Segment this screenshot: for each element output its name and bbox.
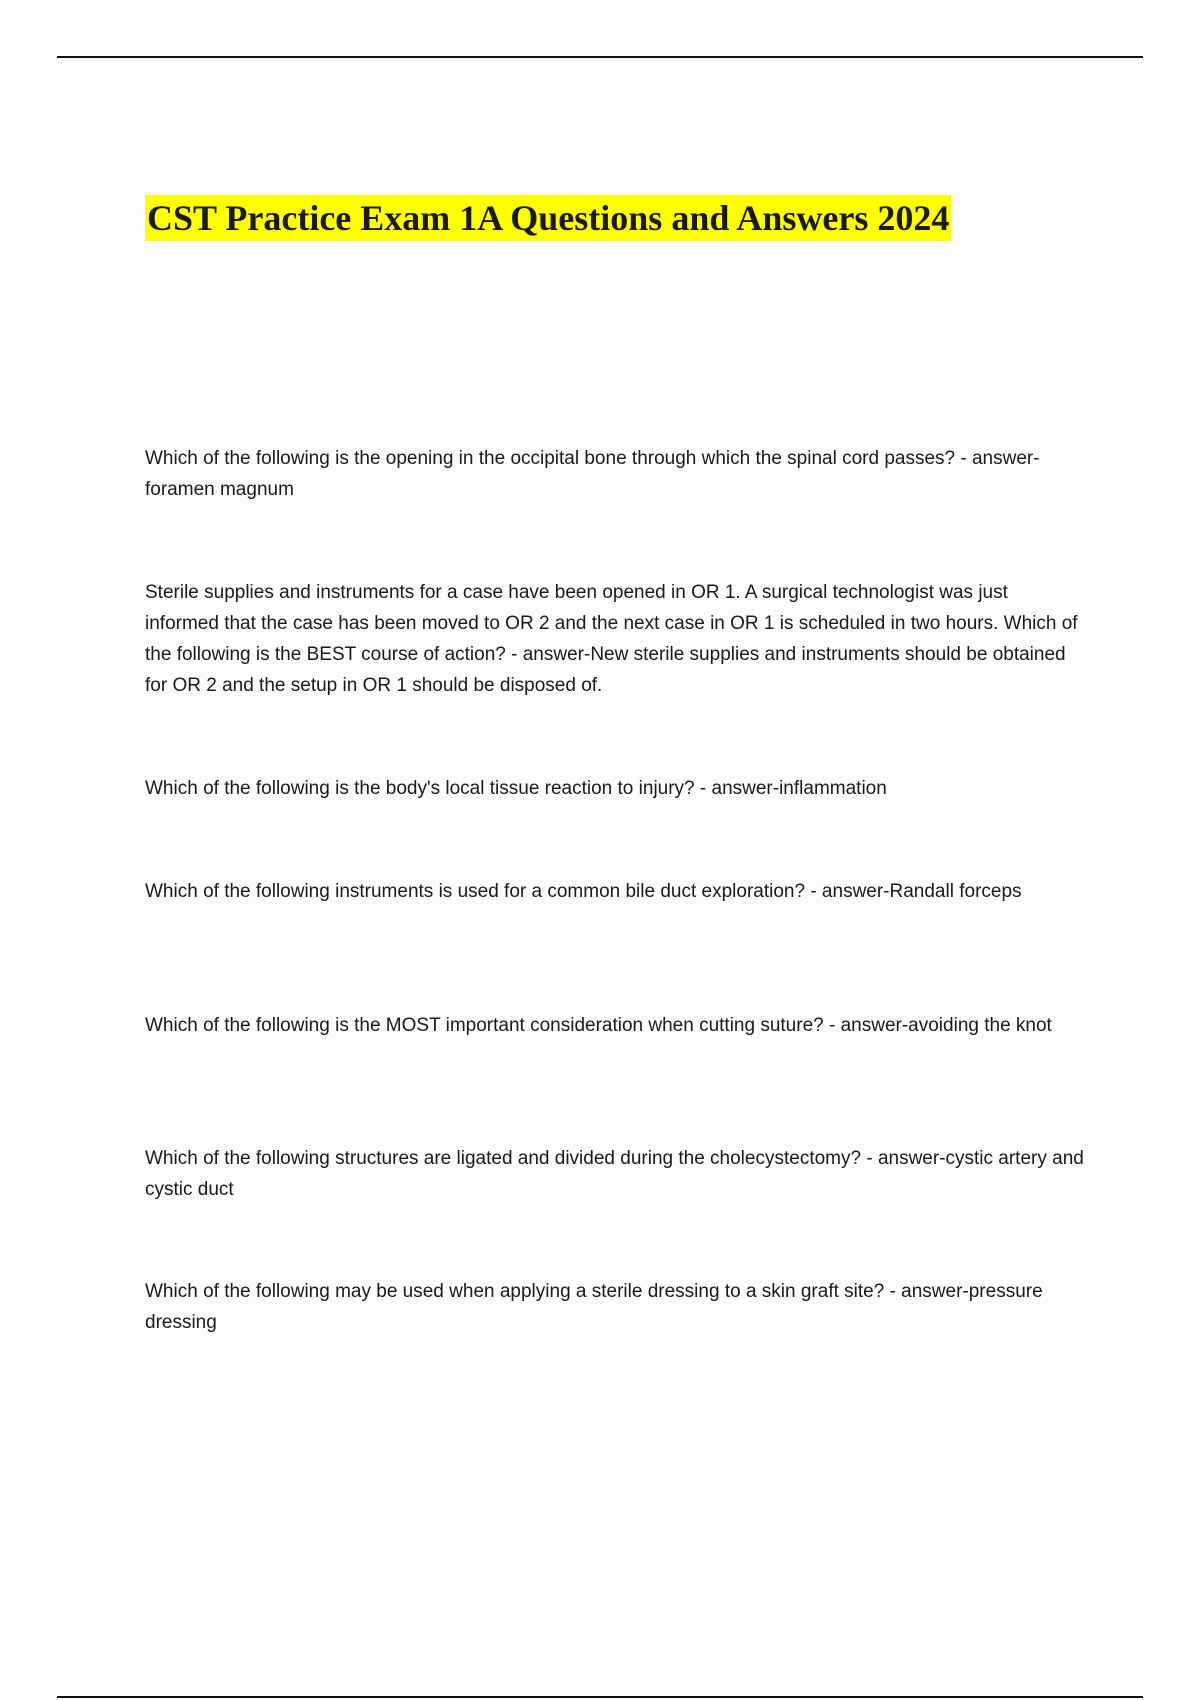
qa-item-5: Which of the following is the MOST important consideration when cutting suture? - answer-avoiding the knot: [145, 1015, 1052, 1036]
qa-item-2: Sterile supplies and instruments for a case have been opened in OR 1. A surgical technologist was just informed that the case has been moved to OR 2 and the next case in OR 1 is scheduled in two hours. Which of the following is the BEST course of action? - answer-New sterile supplies and instruments should be obtained for OR 2 and the setup in OR 1 should be disposed of.: [145, 582, 1078, 696]
header-divider: [57, 56, 1143, 58]
document-title: CST Practice Exam 1A Questions and Answers 2024: [145, 195, 951, 241]
qa-item-6: Which of the following structures are ligated and divided during the cholecystectomy? - answer-cystic artery and cystic duct: [145, 1148, 1084, 1200]
title-block: [145, 195, 951, 241]
footer-divider: [57, 1696, 1143, 1698]
qa-item-7: Which of the following may be used when applying a sterile dressing to a skin graft site? - answer-pressure dressing: [145, 1281, 1043, 1333]
qa-item-4: Which of the following instruments is used for a common bile duct exploration? - answer-Randall forceps: [145, 881, 1022, 902]
qa-item-1: Which of the following is the opening in the occipital bone through which the spinal cord passes? - answer-foramen magnum: [145, 448, 1040, 500]
qa-item-3: Which of the following is the body's local tissue reaction to injury? - answer-inflammation: [145, 778, 887, 799]
